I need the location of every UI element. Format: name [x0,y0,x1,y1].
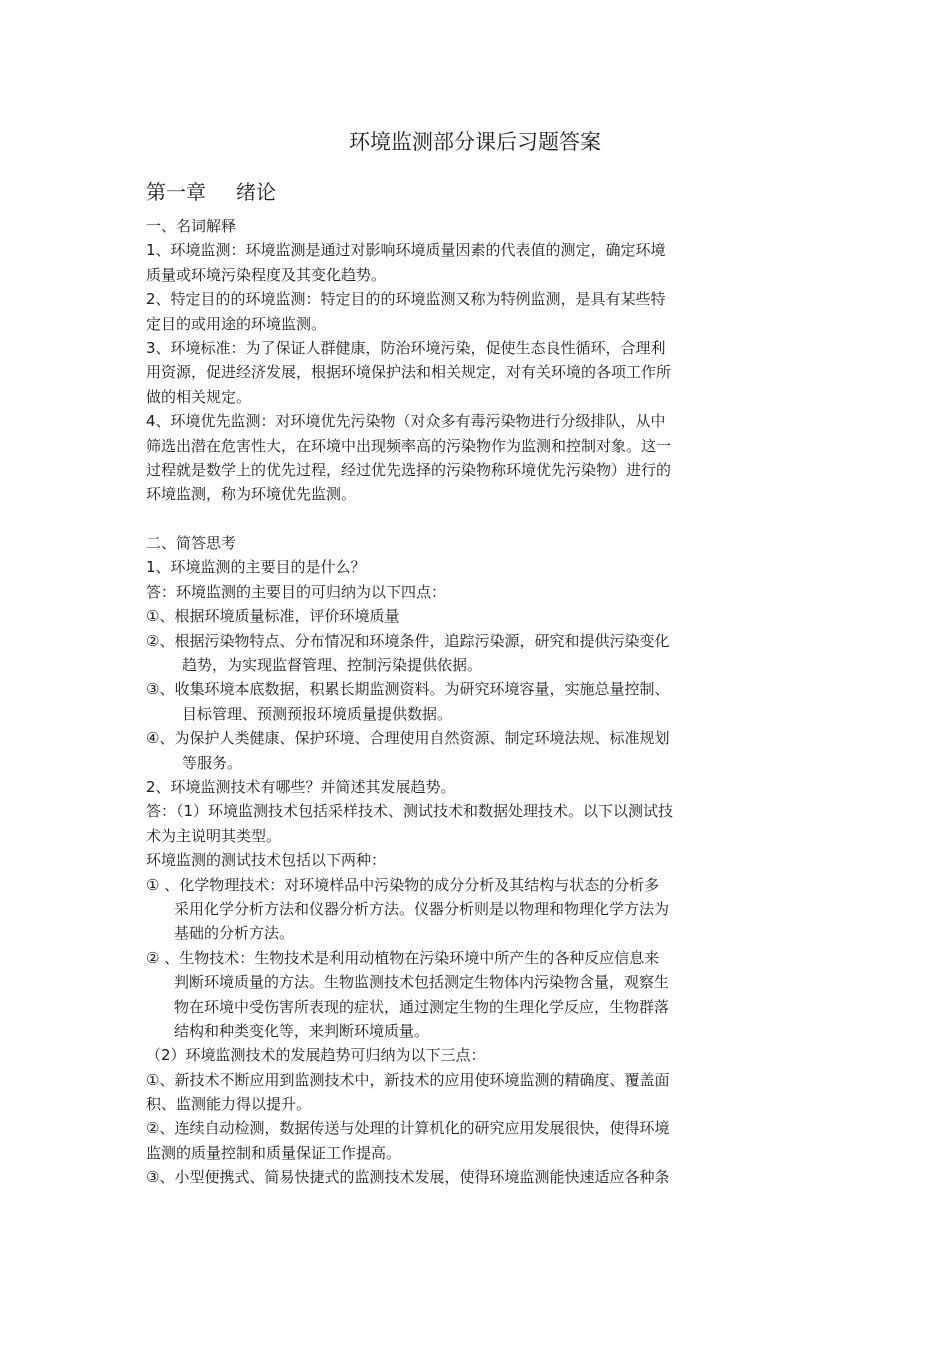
chapter-name: 绪论 [236,180,276,204]
list-item: ② 、生物技术：生物技术是利用动植物在污染环境中所产生的各种反应信息来 [146,948,660,967]
text-line: 过程就是数学上的优先过程，经过优先选择的污染物称环境优先污染物）进行的 [146,460,672,479]
list-item-continuation: 采用化学分析方法和仪器分析方法。仪器分析则是以物理和物理化学方法为 [174,899,670,918]
list-item-continuation: 趋势，为实现监督管理、控制污染提供依据。 [182,656,483,675]
question-line: 2、环境监测技术有哪些？并简述其发展趋势。 [146,777,456,796]
sub-answer-line: （2）环境监测技术的发展趋势可归纳为以下三点： [146,1046,486,1065]
section-heading: 一、名词解释 [146,217,237,235]
list-item-continuation: 积、监测能力得以提升。 [146,1095,312,1114]
text-line: 环境监测的测试技术包括以下两种： [146,851,387,870]
list-item: ①、新技术不断应用到监测技术中，新技术的应用使环境监测的精确度、覆盖面 [146,1070,670,1089]
list-item-continuation: 监测的质量控制和质量保证工作提高。 [146,1143,402,1162]
answer-line: 答：（1）环境监测技术包括采样技术、测试技术和数据处理技术。以下以测试技 [146,802,674,821]
text-line: 1、环境监测：环境监测是通过对影响环境质量因素的代表值的测定，确定环境 [146,241,666,260]
list-item-continuation: 等服务。 [182,753,243,772]
list-item-continuation: 结构和种类变化等，来判断环境质量。 [174,1021,430,1040]
section-heading: 二、简答思考 [146,534,237,553]
answer-line: 答：环境监测的主要目的可归纳为以下四点： [146,582,447,601]
list-item-continuation: 目标管理、预测预报环境质量提供数据。 [182,704,453,723]
list-item-continuation: 物在环境中受伤害所表现的症状，通过测定生物的生理化学反应，生物群落 [174,997,670,1016]
list-item: ①、根据环境质量标准，评价环境质量 [146,607,400,626]
list-item-continuation: 判断环境质量的方法。生物监测技术包括测定生物体内污染物含量，观察生 [174,973,670,992]
list-item: ③、收集环境本底数据，积累长期监测资料。为研究环境容量，实施总量控制、 [146,680,670,699]
document-body [146,214,816,1190]
text-line: 4、环境优先监测：对环境优先污染物（对众多有毒污染物进行分级排队，从中 [146,412,666,431]
list-item: ②、根据污染物特点、分布情况和环境条件，追踪污染源，研究和提供污染变化 [146,631,670,650]
text-line: 定目的或用途的环境监测。 [146,314,327,333]
list-item: ① 、化学物理技术：对环境样品中污染物的成分分析及其结构与状态的分析多 [146,875,660,894]
text-line: 2、特定目的的环境监测：特定目的的环境监测又称为特例监测，是具有某些特 [146,290,666,309]
list-item: ②、连续自动检测，数据传送与处理的计算机化的研究应用发展很快，使得环境 [146,1119,670,1138]
text-line: 用资源，促进经济发展，根据环境保护法和相关规定，对有关环境的各项工作所 [146,363,672,382]
document-title: 环境监测部分课后习题答案 [349,130,601,154]
question-line: 1、环境监测的主要目的是什么？ [146,558,366,577]
text-line: 3、环境标准：为了保证人群健康，防治环境污染，促使生态良性循环，合理利 [146,338,666,357]
list-item: ④、为保护人类健康、保护环境、合理使用自然资源、制定环境法规、标准规划 [146,729,670,748]
text-line: 质量或环境污染程度及其变化趋势。 [146,265,387,284]
text-line: 筛选出潜在危害性大，在环境中出现频率高的污染物作为监测和控制对象。这一 [146,436,672,455]
text-line: 术为主说明其类型。 [146,826,282,845]
list-item: ③、小型便携式、简易快捷式的监测技术发展，使得环境监测能快速适应各种条 [146,1168,670,1187]
list-item-continuation: 基础的分析方法。 [174,924,295,943]
blank-line [146,507,816,531]
chapter-heading [146,178,276,206]
text-line: 环境监测，称为环境优先监测。 [146,485,357,504]
chapter-number: 第一章 [146,180,206,204]
text-line: 做的相关规定。 [146,387,252,406]
